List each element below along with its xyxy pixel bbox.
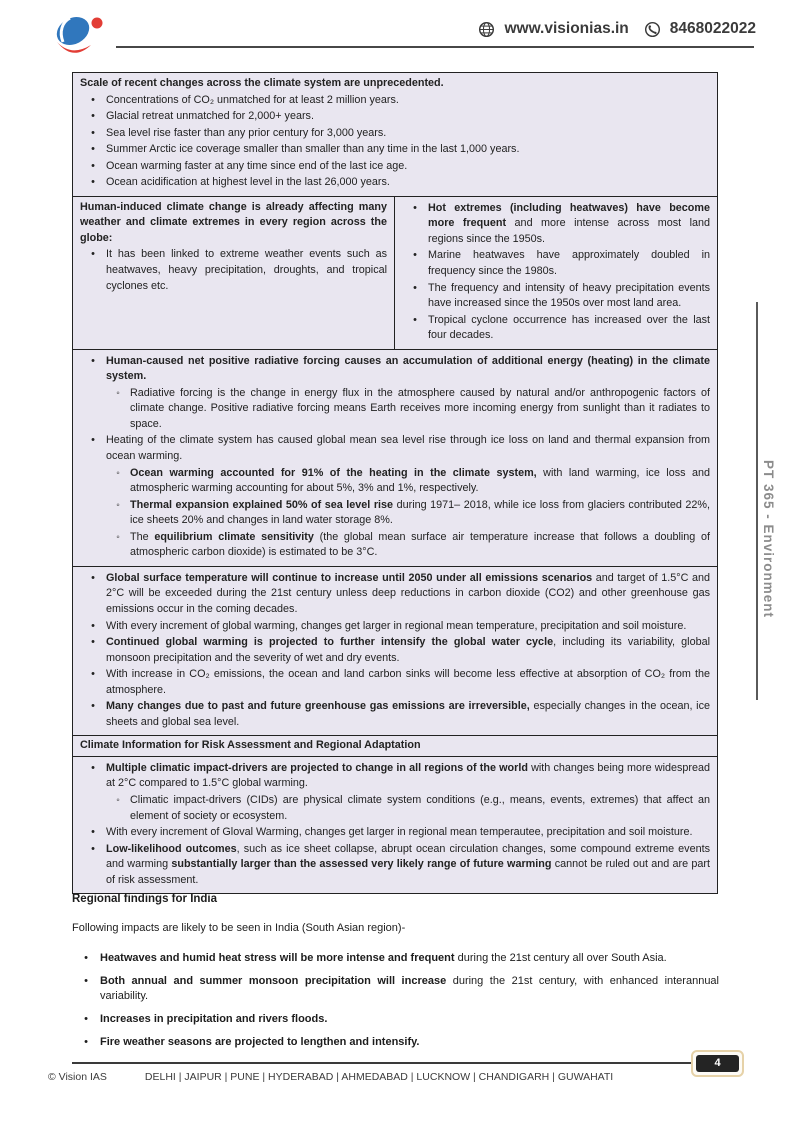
- bullet-list: [80, 93, 710, 191]
- regional-findings-heading: Regional findings for India: [72, 893, 218, 905]
- bullet-icon: •: [84, 974, 88, 987]
- header-divider: [116, 46, 754, 48]
- bullet-list: [80, 571, 710, 730]
- list-item: [106, 498, 710, 529]
- bullet-icon: •: [91, 668, 95, 681]
- sub-bullet-icon: ◦: [116, 794, 120, 806]
- list-item-text: [106, 247, 387, 294]
- list-item-text: [106, 619, 710, 635]
- regional-findings-section: [72, 891, 719, 1058]
- vertical-edition-label: PT 365 - Environment: [761, 460, 776, 619]
- text: with changes being more widespread at 2°C compared to 1.5°C global warming.: [106, 761, 710, 790]
- phone-icon: [644, 21, 661, 38]
- text: Concentrations of CO₂ unmatched for at least 2 million years.: [106, 93, 399, 106]
- list-item: [80, 354, 710, 385]
- list-item: [80, 159, 710, 175]
- list-item: [80, 433, 710, 464]
- bold-text: Scale of recent changes across the climate system are unprecedented.: [80, 77, 444, 89]
- list-item: [106, 466, 710, 497]
- sub-bullet-icon: ◦: [116, 531, 120, 543]
- phone-text: 8468022022: [669, 20, 756, 37]
- list-item: [402, 201, 710, 248]
- list-item: [80, 699, 710, 730]
- bold-text: Ocean warming accounted for 91% of the heating in the climate system,: [130, 466, 537, 479]
- list-item: [80, 842, 710, 889]
- list-item-text: [106, 571, 710, 618]
- bullet-list: [80, 247, 387, 294]
- list-item-text: [106, 126, 710, 142]
- text: Glacial retreat unmatched for 2,000+ years.: [106, 110, 314, 123]
- list-item: [72, 1035, 719, 1051]
- bullet-icon: •: [413, 313, 417, 326]
- list-item-text: [130, 498, 710, 529]
- bold-text: Low-likelihood outcomes: [106, 842, 237, 855]
- regional-findings-intro: Following impacts are likely to be seen in India (South Asian region)-: [72, 921, 406, 934]
- bullet-icon: •: [91, 93, 95, 106]
- list-item-text: [106, 142, 710, 158]
- bullet-icon: •: [91, 143, 95, 156]
- text: With every increment of global warming, changes get larger in regional mean temperature, precipitation and soil moisture.: [106, 619, 687, 632]
- bullet-list: [72, 951, 719, 1052]
- bold-text: Both annual and summer monsoon precipitation will increase: [100, 974, 447, 987]
- bullet-icon: •: [91, 159, 95, 172]
- list-item-text: [106, 842, 710, 889]
- text: Sea level rise faster than any prior century for 3,000 years.: [106, 126, 387, 139]
- list-item-text: [106, 825, 710, 841]
- list-item-text: [428, 201, 710, 248]
- bold-text: Many changes due to past and future greenhouse gas emissions are irreversible,: [106, 700, 530, 713]
- text: Ocean acidification at highest level in the last 26,000 years.: [106, 176, 390, 189]
- bullet-icon: •: [84, 1036, 88, 1049]
- bold-text: Increases in precipitation and rivers floods.: [100, 1013, 328, 1026]
- text: and more intense across most land regions since the 1950s.: [428, 217, 710, 245]
- list-item: [106, 386, 710, 433]
- bold-text: Global surface temperature will continue to increase until 2050 under all emissions scenarios: [106, 571, 593, 584]
- bullet-icon: •: [91, 619, 95, 632]
- text: during 1971– 2018, while ice loss from glaciers contributed 22%, ice sheets 20% and changes in land water storage 8%.: [130, 498, 710, 527]
- list-item: [106, 793, 710, 824]
- bullet-icon: •: [91, 354, 95, 367]
- list-item: [72, 951, 719, 967]
- list-item-text: [106, 761, 710, 792]
- text: The: [130, 530, 155, 543]
- list-item-text: [130, 386, 710, 433]
- list-item: [80, 667, 710, 698]
- list-item-text: [106, 433, 710, 464]
- list-item: [402, 248, 710, 279]
- bold-text: substantially larger than the assessed very likely range of future warming: [171, 858, 552, 871]
- list-item: [106, 530, 710, 561]
- list-item-text: [106, 159, 710, 175]
- bullet-icon: •: [84, 951, 88, 964]
- bold-text: Heatwaves and humid heat stress will be more intense and frequent: [100, 951, 455, 964]
- text: The frequency and intensity of heavy precipitation events have increased since the 1950s over most land area.: [428, 281, 710, 310]
- text: It has been linked to extreme weather events such as heatwaves, heavy precipitation, droughts, and tropical cyclones etc.: [106, 248, 387, 292]
- list-item-text: [428, 281, 710, 312]
- bullet-icon: •: [91, 636, 95, 649]
- list-item: [80, 142, 710, 158]
- text: during the 21st century all over South Asia.: [454, 951, 667, 964]
- list-item: [80, 619, 710, 635]
- text: Ocean warming faster at any time since end of the last ice age.: [106, 159, 408, 172]
- text: especially changes in the ocean, ice sheets and global sea level.: [106, 700, 710, 728]
- list-item-text: [106, 354, 710, 385]
- bullet-icon: •: [91, 126, 95, 139]
- list-item: [80, 247, 387, 294]
- bold-text: Multiple climatic impact-drivers are projected to change in all regions of the world: [106, 761, 528, 774]
- page-number-badge: [691, 1050, 744, 1077]
- page-number: 4: [696, 1055, 739, 1072]
- section-title: [80, 200, 387, 247]
- bold-text: Human-caused net positive radiative forcing causes an accumulation of additional energy (heating) in the climate system.: [106, 354, 710, 383]
- list-item-text: [100, 951, 719, 967]
- bullet-list: [80, 761, 710, 888]
- footer: [48, 1071, 613, 1083]
- section-title: [80, 76, 710, 92]
- right-column: [395, 197, 717, 349]
- bullet-icon: •: [84, 1013, 88, 1026]
- text: Climatic impact-drivers (CIDs) are physical climate system conditions (e.g., means, events, extremes) that affect an element of society or ecosystem.: [130, 793, 710, 822]
- text: With every increment of Gloval Warming, changes get larger in regional mean temperautee, precipitation and soil moisture.: [106, 826, 693, 839]
- sidebar-divider: [756, 302, 758, 700]
- list-item-text: [106, 699, 710, 730]
- list-item-text: [106, 109, 710, 125]
- sub-bullet-icon: ◦: [116, 467, 120, 479]
- list-item: [402, 281, 710, 312]
- list-item-text: [428, 248, 710, 279]
- list-item-text: [106, 667, 710, 698]
- bullet-icon: •: [91, 826, 95, 839]
- text: With increase in CO₂ emissions, the ocean and land carbon sinks will become less effective at absorption of CO₂ from the atmosphere.: [106, 668, 710, 696]
- header-contacts: [478, 20, 756, 38]
- list-item-text: [106, 93, 710, 109]
- text: with land warming, ice loss and atmospheric warming accounting for about 5%, 3% and 1%, respectively.: [130, 466, 710, 495]
- list-item: [80, 126, 710, 142]
- text: cannot be ruled out and are part of risk assessment.: [106, 858, 710, 886]
- sub-bullet-icon: ◦: [116, 387, 120, 399]
- visionias-logo: [46, 12, 110, 64]
- left-column: [73, 197, 395, 349]
- bullet-icon: •: [91, 761, 95, 774]
- list-item: [402, 313, 710, 344]
- copyright-text: © Vision IAS: [48, 1071, 107, 1083]
- bullet-list: [402, 201, 710, 344]
- table-section-scale-of-changes: [73, 73, 717, 197]
- list-item-text: [106, 635, 710, 666]
- text: during the 21st century, with enhanced interannual variability.: [100, 974, 719, 1003]
- bullet-icon: •: [91, 248, 95, 261]
- list-item-text: [100, 974, 719, 1006]
- climate-table: [72, 72, 718, 894]
- list-item: [80, 825, 710, 841]
- bullet-icon: •: [413, 281, 417, 294]
- sub-bullet-icon: ◦: [116, 499, 120, 511]
- text: Tropical cyclone occurrence has increased over the last four decades.: [428, 313, 710, 342]
- list-item-text: [106, 175, 710, 191]
- website-text: www.visionias.in: [504, 20, 629, 37]
- list-item: [80, 93, 710, 109]
- text: Summer Arctic ice coverage smaller than smaller than any time in the last 1,000 years.: [106, 143, 520, 156]
- bullet-icon: •: [91, 571, 95, 584]
- bold-text: Continued global warming is projected to further intensify the global water cycle: [106, 636, 554, 649]
- text: Heating of the climate system has caused global mean sea level rise through ice loss on land and thermal expansion from ocean warming.: [106, 434, 710, 463]
- table-section-human-induced: [73, 197, 717, 350]
- bold-text: Thermal expansion explained 50% of sea level rise: [130, 498, 394, 511]
- bullet-icon: •: [413, 201, 417, 214]
- list-item: [80, 109, 710, 125]
- globe-icon: [478, 21, 495, 38]
- bullet-icon: •: [413, 249, 417, 262]
- bullet-icon: •: [91, 110, 95, 123]
- bullet-icon: •: [91, 700, 95, 713]
- list-item: [80, 175, 710, 191]
- list-item-text: [130, 530, 710, 561]
- bold-text: Hot extremes (including heatwaves) have become more frequent: [428, 201, 710, 230]
- table-section-impact-drivers: [73, 757, 717, 893]
- bullet-icon: •: [91, 434, 95, 447]
- list-item-text: [130, 466, 710, 497]
- bold-text: Fire weather seasons are projected to lengthen and intensify.: [100, 1036, 420, 1049]
- table-section-risk-assessment-header: [73, 736, 717, 757]
- list-item-text: [100, 1012, 719, 1028]
- list-item: [80, 571, 710, 618]
- list-item: [80, 761, 710, 792]
- list-item-text: [130, 793, 710, 824]
- list-item: [72, 1012, 719, 1028]
- bold-text: equilibrium climate sensitivity: [154, 530, 314, 543]
- list-item: [80, 635, 710, 666]
- list-item-text: [100, 1035, 719, 1051]
- bold-text: Human-induced climate change is already affecting many weather and climate extremes in every region across the globe:: [80, 200, 387, 244]
- text: (the global mean surface air temperature increase that follows a doubling of atmospheric carbon dioxide) is estimated to be 3°C.: [130, 530, 710, 559]
- bold-text: Climate Information for Risk Assessment and Regional Adaptation: [80, 739, 421, 752]
- table-section-radiative-forcing: [73, 350, 717, 567]
- table-section-surface-temperature: [73, 567, 717, 736]
- text: , including its variability, global monsoon precipitation and the severity of wet and dry events.: [106, 636, 710, 664]
- cities-list: DELHI | JAIPUR | PUNE | HYDERABAD | AHMEDABAD | LUCKNOW | CHANDIGARH | GUWAHATI: [144, 1071, 614, 1083]
- bullet-list: [80, 354, 710, 561]
- list-item-text: [428, 313, 710, 344]
- bullet-icon: •: [91, 176, 95, 189]
- text: Marine heatwaves have approximately doubled in frequency since the 1980s.: [428, 249, 710, 278]
- footer-divider: [72, 1062, 696, 1064]
- list-item: [72, 974, 719, 1006]
- text: Radiative forcing is the change in energy flux in the atmosphere caused by natural and/or anthropogenic factors of climate change. Positive radiative forcing means Earth receives more incoming energy from sunlight than it radiates to space.: [130, 386, 710, 430]
- text: and target of 1.5°C and 2°C will be exceeded during the 21st century unless deep reductions in carbon dioxide (CO2) and other greenhouse gas emissions occur in the coming decades.: [106, 571, 710, 615]
- bullet-icon: •: [91, 842, 95, 855]
- text: , such as ice sheet collapse, abrupt ocean circulation changes, some compound extreme events and warming: [106, 842, 710, 871]
